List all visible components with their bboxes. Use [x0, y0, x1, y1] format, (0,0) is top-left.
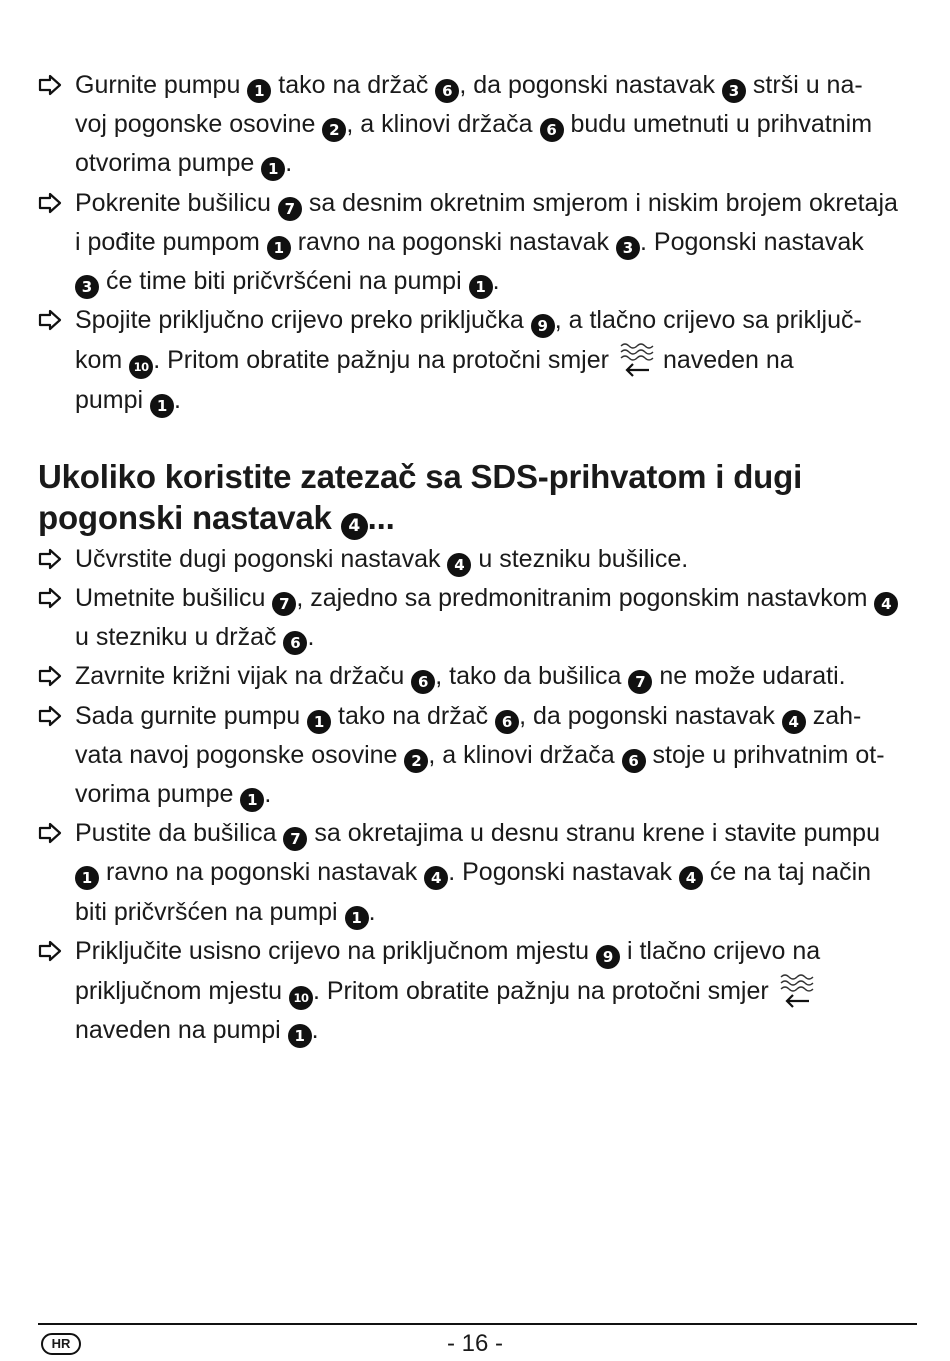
step-arrow-icon	[38, 587, 63, 609]
text: Priključite usisno crijevo na priključnom mjestu	[75, 936, 597, 965]
text: biti pričvršćen na pumpi	[75, 897, 345, 926]
part-number: 10	[289, 986, 313, 1010]
instruction-step	[38, 66, 918, 184]
text: ravno na pogonski nastavak	[290, 227, 616, 256]
text: Pustite da bušilica	[75, 819, 284, 848]
step-arrow-icon	[38, 309, 63, 331]
text: pumpi	[75, 385, 151, 414]
part-number: 1	[469, 275, 493, 299]
text: . Pritom obratite pažnju na protočni smjer	[153, 346, 609, 375]
part-number: 3	[722, 79, 746, 103]
part-number: 4	[447, 553, 471, 577]
part-number: 7	[272, 592, 296, 616]
part-number: 1	[75, 866, 99, 890]
part-number: 3	[75, 275, 99, 299]
text: Gurnite pumpu	[75, 71, 248, 99]
part-number: 1	[247, 79, 271, 103]
text: , tako da bušilica	[435, 662, 629, 691]
instruction-step	[38, 540, 918, 579]
part-number: 9	[531, 314, 555, 338]
text: Sada gurnite pumpu	[75, 701, 308, 730]
part-number: 7	[628, 670, 652, 694]
text: Pokrenite bušilicu	[75, 188, 278, 217]
text: . Pogonski nastavak	[640, 227, 864, 256]
part-number: 4	[341, 513, 368, 540]
text: sa okretajima u desnu stranu krene i stavite pumpu	[307, 819, 880, 848]
part-number: 1	[345, 906, 369, 930]
text: voj pogonske osovine	[75, 110, 323, 139]
instruction-step	[38, 657, 918, 696]
manual-content	[38, 66, 918, 1050]
instruction-step	[38, 932, 918, 1051]
instruction-step	[38, 184, 918, 302]
part-number: 1	[150, 394, 174, 418]
text: budu umetnuti u prihvatnim	[563, 110, 873, 139]
step-arrow-icon	[38, 940, 63, 962]
text: tako na držač	[331, 701, 496, 730]
part-number: 2	[404, 749, 428, 773]
part-number: 6	[283, 631, 307, 655]
flow-direction-icon	[617, 340, 655, 378]
text: otvorima pumpe	[75, 149, 262, 178]
text: će time biti pričvršćeni na pumpi	[99, 267, 469, 296]
text: . Pogonski nastavak	[448, 858, 679, 887]
part-number: 10	[129, 355, 153, 379]
text: , a klinovi držača	[346, 110, 540, 139]
text: .	[368, 897, 376, 926]
text: ne može udarati.	[652, 662, 846, 691]
text: vorima pumpe	[75, 780, 241, 809]
text: će na taj način	[702, 858, 872, 887]
text: , da pogonski nastavak	[459, 71, 722, 99]
part-number: 4	[782, 710, 806, 734]
step-arrow-icon	[38, 822, 63, 844]
heading-text: ...	[367, 498, 395, 536]
heading-text: Ukoliko koristite zatezač sa SDS-prihvatom i dugi	[38, 457, 803, 495]
text: Zavrnite križni vijak na držaču	[75, 662, 412, 691]
instruction-step	[38, 814, 918, 932]
text: stoje u prihvatnim ot-	[645, 740, 885, 769]
part-number: 9	[596, 945, 620, 969]
part-number: 1	[261, 157, 285, 181]
text: .	[492, 267, 500, 296]
part-number: 7	[283, 827, 307, 851]
part-number: 4	[424, 866, 448, 890]
text: Učvrstite dugi pogonski nastavak	[75, 544, 448, 573]
text: naveden na	[662, 346, 794, 375]
text: vata navoj pogonske osovine	[75, 740, 405, 769]
part-number: 6	[411, 670, 435, 694]
instruction-step	[38, 579, 918, 657]
part-number: 4	[874, 592, 898, 616]
text: .	[285, 149, 293, 178]
step-arrow-icon	[38, 74, 63, 96]
step-arrow-icon	[38, 705, 63, 727]
text: , a tlačno crijevo sa priključ-	[554, 306, 862, 335]
part-number: 6	[435, 79, 459, 103]
part-number: 6	[622, 749, 646, 773]
text: i tlačno crijevo na	[620, 936, 821, 965]
text: , zajedno sa predmonitranim pogonskim nastavkom	[296, 584, 875, 613]
step-arrow-icon	[38, 192, 63, 214]
page-number: - 16 -	[446, 1330, 503, 1357]
part-number: 1	[267, 236, 291, 260]
part-number: 6	[540, 118, 564, 142]
part-number: 2	[322, 118, 346, 142]
text: , da pogonski nastavak	[519, 701, 782, 730]
text: , a klinovi držača	[428, 740, 622, 769]
heading-text: pogonski nastavak	[38, 498, 341, 536]
instruction-step	[38, 697, 918, 815]
text: u stezniku u držač	[75, 623, 284, 652]
text: zah-	[805, 701, 862, 730]
text: .	[264, 780, 272, 809]
part-number: 1	[288, 1024, 312, 1048]
part-number: 3	[616, 236, 640, 260]
text: kom	[75, 346, 130, 375]
step-arrow-icon	[38, 548, 63, 570]
text: priključnom mjestu	[75, 977, 289, 1006]
text: sa desnim okretnim smjerom i niskim brojem okretaja	[301, 188, 898, 217]
text: naveden na pumpi	[75, 1016, 288, 1045]
instruction-step	[38, 301, 918, 420]
part-number: 1	[240, 788, 264, 812]
text: . Pritom obratite pažnju na protočni smjer	[312, 977, 769, 1006]
country-badge: HR	[41, 1333, 81, 1355]
text: tako na držač	[271, 71, 436, 99]
text: .	[174, 385, 181, 414]
text: Umetnite bušilicu	[75, 584, 273, 613]
text: ravno na pogonski nastavak	[99, 858, 425, 887]
text: Spojite priključno crijevo preko priključka	[75, 306, 531, 335]
text: strši u na-	[745, 71, 863, 99]
part-number: 1	[307, 710, 331, 734]
part-number: 6	[495, 710, 519, 734]
footer-divider	[38, 1323, 917, 1325]
text: u stezniku bušilice.	[471, 544, 689, 573]
text: i pođite pumpom	[75, 227, 267, 256]
flow-direction-icon	[777, 971, 815, 1009]
section-heading	[38, 456, 918, 540]
text: .	[307, 623, 315, 652]
part-number: 4	[679, 866, 703, 890]
text: .	[311, 1016, 319, 1045]
part-number: 7	[278, 197, 302, 221]
step-arrow-icon	[38, 665, 63, 687]
